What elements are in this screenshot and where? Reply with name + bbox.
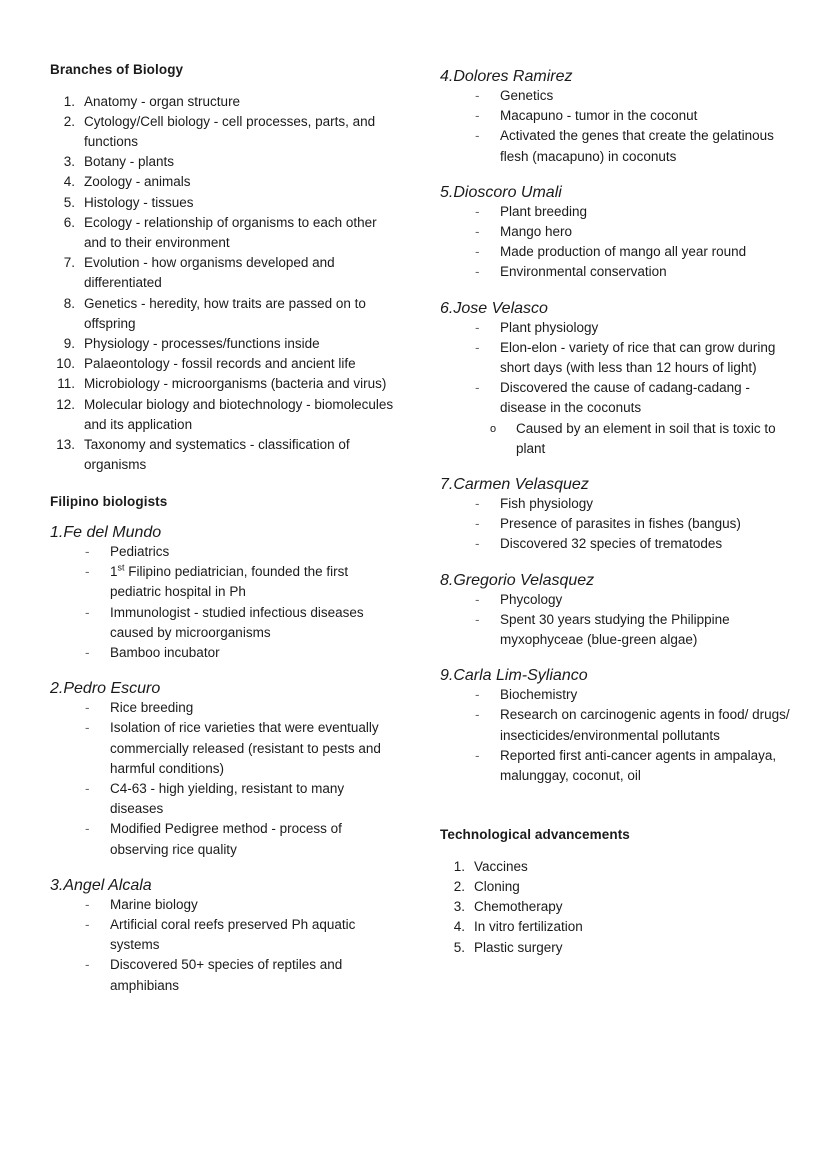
bullet-item-text: Marine biology — [110, 896, 198, 912]
biologist-entry — [440, 300, 790, 476]
bullet-item-text: Macapuno - tumor in the coconut — [500, 108, 698, 124]
list-item-text: Taxonomy and systematics - classification of organisms — [84, 437, 350, 473]
bullet-item — [475, 705, 790, 745]
biologist-facts-list — [440, 590, 790, 651]
biologist-number: 5. — [440, 183, 454, 201]
list-item — [50, 92, 395, 112]
filipino-biologists-list — [50, 524, 395, 1013]
sub-bullet-item-text: Caused by an element in soil that is toxic to plant — [516, 420, 776, 456]
biologist-facts-list — [440, 494, 790, 555]
biologist-name: Dioscoro Umali — [453, 183, 562, 201]
dash-bullet-icon: - — [85, 604, 90, 620]
bullet-item-text: Discovered the cause of cadang-cadang - disease in the coconuts — [500, 380, 750, 416]
biologist-facts-list — [50, 542, 395, 663]
dash-bullet-icon: - — [475, 224, 480, 240]
list-item-text: Palaeontology - fossil records and ancient life — [84, 356, 356, 372]
biologist-facts-list — [440, 86, 790, 167]
biologist-heading — [50, 877, 395, 895]
list-item-text: Genetics - heredity, how traits are passed on to offspring — [84, 295, 366, 331]
bullet-item-text: Genetics — [500, 88, 554, 103]
list-item-number: 11. — [57, 376, 75, 392]
bullet-item-text — [110, 562, 395, 602]
list-item — [50, 294, 395, 334]
biologist-sub-facts-list — [440, 419, 790, 459]
biologist-heading — [440, 667, 790, 685]
bullet-item-text: Reported first anti-cancer agents in ampalaya, malunggay, coconut, oil — [500, 747, 777, 784]
list-item-number: 5. — [453, 939, 465, 955]
list-item — [440, 857, 790, 877]
biologist-entry — [440, 68, 790, 184]
bullet-item — [85, 603, 395, 643]
biologist-heading — [440, 184, 790, 202]
list-item-number: 12. — [56, 396, 75, 412]
biologist-heading — [440, 476, 790, 494]
list-item-number: 3. — [63, 154, 75, 170]
spacer — [440, 786, 790, 803]
list-item — [50, 395, 395, 435]
bullet-item-text: Phycology — [500, 591, 563, 607]
dash-bullet-icon: - — [475, 128, 480, 144]
biologist-name: Dolores Ramirez — [453, 68, 573, 85]
list-item — [50, 213, 395, 253]
dash-bullet-icon: - — [475, 339, 480, 355]
biologist-number: 7. — [440, 476, 454, 494]
biologist-heading — [50, 680, 395, 698]
left-column — [50, 60, 395, 1013]
list-item — [50, 435, 395, 475]
bullet-item-text: Isolation of rice varieties that were eventually commercially released (resistant to pests and harmful conditions) — [110, 720, 381, 776]
bullet-item-text: Plant breeding — [500, 203, 588, 219]
dash-bullet-icon: - — [475, 536, 480, 552]
bullet-item-text: Made production of mango all year round — [500, 244, 747, 260]
bullet-item — [85, 542, 395, 562]
dash-bullet-icon: - — [85, 781, 90, 797]
dash-bullet-icon: - — [85, 720, 90, 736]
spacer — [440, 459, 790, 476]
dash-bullet-icon: - — [85, 645, 90, 660]
bullet-item — [85, 955, 395, 995]
bullet-item-text: Elon-elon - variety of rice that can grow during short days (with less than 12 hours of light) — [500, 339, 776, 376]
sub-bullet-item — [490, 419, 790, 459]
list-item-number: 2. — [453, 879, 465, 895]
list-item-text: Evolution - how organisms developed and differentiated — [84, 255, 335, 291]
bullet-item — [475, 86, 790, 106]
dash-bullet-icon: - — [85, 564, 90, 580]
list-item-number: 5. — [63, 194, 75, 210]
biologist-number: 4. — [440, 68, 454, 85]
bullet-item-text: Bamboo incubator — [110, 645, 220, 660]
spacer — [440, 283, 790, 300]
dash-bullet-icon: - — [475, 319, 480, 335]
biologist-name: Carmen Velasquez — [453, 476, 589, 494]
spacer — [440, 167, 790, 184]
biologist-name: Fe del Mundo — [63, 523, 162, 541]
list-item-text: Ecology - relationship of organisms to each other and to their environment — [84, 214, 377, 250]
list-item-text: Cloning — [474, 879, 520, 895]
list-item-text: Cytology/Cell biology - cell processes, parts, and functions — [84, 113, 376, 149]
biologist-heading — [50, 524, 395, 542]
list-item-text: Botany - plants — [84, 154, 175, 170]
dash-bullet-icon: - — [85, 917, 90, 933]
bullet-item-text: Modified Pedigree method - process of observing rice quality — [110, 821, 342, 857]
list-item-text: Vaccines — [474, 858, 528, 874]
biologist-entry — [50, 680, 395, 877]
dash-bullet-icon: - — [475, 611, 480, 627]
spacer — [50, 475, 395, 492]
biologist-number: 8. — [440, 571, 454, 589]
dash-bullet-icon: - — [475, 591, 480, 607]
filipino-biologists-list-continued — [440, 68, 790, 803]
bullet-item — [475, 222, 790, 242]
bullet-item — [475, 378, 790, 418]
list-item — [440, 917, 790, 937]
dash-bullet-icon: - — [85, 821, 90, 837]
biologist-facts-list — [50, 698, 395, 860]
spacer — [50, 663, 395, 680]
dash-bullet-icon: - — [475, 380, 480, 396]
bullet-item-text: Artificial coral reefs preserved Ph aquatic systems — [110, 917, 356, 953]
list-item — [440, 877, 790, 897]
list-item-text: In vitro fertilization — [474, 919, 583, 935]
list-item-number: 13. — [56, 437, 75, 453]
bullet-item — [85, 562, 395, 602]
list-item — [440, 938, 790, 958]
bullet-item-text: Immunologist - studied infectious diseases caused by microorganisms — [110, 604, 364, 640]
biologist-entry — [440, 667, 790, 803]
biologist-name: Pedro Escuro — [63, 680, 161, 698]
biologist-number: 6. — [440, 299, 454, 317]
dash-bullet-icon: - — [475, 203, 480, 219]
dash-bullet-icon: - — [475, 108, 480, 124]
dash-bullet-icon: - — [475, 707, 480, 723]
dash-bullet-icon: - — [85, 700, 90, 716]
list-item-number: 8. — [63, 295, 75, 311]
bullet-item-text: Biochemistry — [500, 687, 578, 703]
list-item — [50, 374, 395, 394]
spacer — [440, 555, 790, 572]
bullet-item — [85, 915, 395, 955]
list-item-text: Molecular biology and biotechnology - biomolecules and its application — [84, 396, 394, 432]
bullet-item — [475, 202, 790, 222]
list-item-text: Histology - tissues — [84, 194, 194, 210]
biologist-facts-list — [440, 318, 790, 419]
bullet-item — [475, 126, 790, 166]
biologist-number: 1. — [50, 523, 64, 541]
bullet-item — [475, 494, 790, 514]
spacer — [440, 845, 790, 857]
dash-bullet-icon: - — [475, 496, 480, 512]
list-item — [50, 172, 395, 192]
bullet-item — [475, 514, 790, 534]
bullet-item — [475, 590, 790, 610]
heading-filipino-biologists: Filipino biologists — [50, 494, 168, 510]
bullet-item — [475, 106, 790, 126]
bullet-item — [475, 242, 790, 262]
branches-of-biology-list — [50, 92, 395, 476]
biologist-facts-list — [50, 895, 395, 996]
list-item-number: 9. — [63, 336, 75, 351]
spacer — [50, 512, 395, 524]
bullet-item — [85, 779, 395, 819]
list-item — [50, 193, 395, 213]
dash-bullet-icon: - — [85, 543, 90, 559]
biologist-name: Angel Alcala — [63, 876, 152, 894]
dash-bullet-icon: - — [475, 747, 480, 763]
spacer — [50, 80, 395, 92]
bullet-item — [85, 819, 395, 859]
heading-branches-of-biology: Branches of Biology — [50, 62, 184, 77]
bullet-item — [85, 718, 395, 779]
biologist-entry — [50, 524, 395, 680]
list-item-text: Zoology - animals — [84, 174, 191, 190]
bullet-item-rest: Filipino pediatrician, founded the first pediatric hospital in Ph — [110, 564, 349, 600]
dash-bullet-icon: - — [475, 88, 480, 103]
bullet-item — [475, 338, 790, 378]
list-item-number: 10. — [56, 356, 75, 372]
bullet-item-text: Rice breeding — [110, 700, 194, 716]
spacer — [440, 803, 790, 825]
biologist-name: Carla Lim-Sylianco — [453, 667, 588, 685]
dash-bullet-icon: - — [85, 957, 90, 973]
bullet-item-text: C4-63 - high yielding, resistant to many diseases — [110, 781, 345, 817]
biologist-facts-list — [440, 685, 790, 786]
list-item — [50, 112, 395, 152]
list-item-number: 2. — [63, 113, 75, 129]
dash-bullet-icon: - — [475, 244, 480, 260]
bullet-item — [85, 895, 395, 915]
biologist-heading — [440, 68, 790, 86]
biologist-name: Jose Velasco — [453, 299, 548, 317]
dash-bullet-icon: - — [475, 516, 480, 532]
biologist-number: 3. — [50, 876, 64, 894]
spacer — [440, 650, 790, 667]
dash-bullet-icon: - — [475, 687, 480, 703]
bullet-item-text: Mango hero — [500, 224, 573, 240]
list-item — [50, 152, 395, 172]
list-item-number: 4. — [63, 174, 75, 190]
list-item-text: Chemotherapy — [474, 899, 563, 915]
list-item — [50, 354, 395, 374]
list-item — [50, 334, 395, 354]
bullet-item-text: Discovered 32 species of trematodes — [500, 536, 723, 552]
bullet-item-text: Activated the genes that create the gelatinous flesh (macapuno) in coconuts — [500, 128, 774, 164]
ordinal-number: 1 — [110, 564, 118, 580]
right-column — [440, 68, 790, 958]
biologist-number: 9. — [440, 667, 454, 685]
bullet-item — [475, 610, 790, 650]
spacer — [50, 996, 395, 1013]
circle-bullet-icon: o — [490, 422, 497, 435]
biologist-entry — [440, 476, 790, 572]
dash-bullet-icon: - — [475, 264, 480, 280]
list-item-number: 1. — [453, 858, 465, 874]
bullet-item-text: Discovered 50+ species of reptiles and amphibians — [110, 957, 343, 993]
biologist-name: Gregorio Velasquez — [453, 571, 595, 589]
list-item-number: 1. — [63, 93, 75, 109]
list-item-text: Plastic surgery — [474, 939, 563, 955]
biologist-entry — [50, 877, 395, 1013]
bullet-item-text: Plant physiology — [500, 319, 599, 335]
technological-advancements-list — [440, 857, 790, 958]
biologist-entry — [440, 572, 790, 668]
biologist-heading — [440, 300, 790, 318]
dash-bullet-icon: - — [85, 896, 90, 912]
list-item-number: 6. — [63, 214, 75, 230]
ordinal-suffix: st — [117, 562, 125, 573]
bullet-item — [475, 685, 790, 705]
list-item-text: Anatomy - organ structure — [84, 93, 241, 109]
biologist-heading — [440, 572, 790, 590]
bullet-item — [85, 643, 395, 663]
bullet-item — [475, 262, 790, 282]
list-item-text: Microbiology - microorganisms (bacteria and virus) — [84, 376, 387, 392]
bullet-item-text: Pediatrics — [110, 543, 170, 559]
bullet-item — [475, 746, 790, 786]
bullet-item — [475, 318, 790, 338]
list-item — [440, 897, 790, 917]
biologist-entry — [440, 184, 790, 300]
spacer — [50, 860, 395, 877]
bullet-item-text: Spent 30 years studying the Philippine myxophyceae (blue-green algae) — [500, 611, 730, 648]
list-item — [50, 253, 395, 293]
biologist-number: 2. — [50, 680, 64, 698]
list-item-text: Physiology - processes/functions inside — [84, 336, 320, 351]
bullet-item — [85, 698, 395, 718]
list-item-number: 4. — [453, 919, 465, 935]
bullet-item-text: Research on carcinogenic agents in food/ drugs/ insecticides/environmental pollutants — [500, 707, 790, 743]
list-item-number: 3. — [453, 899, 465, 915]
bullet-item-text: Presence of parasites in fishes (bangus) — [500, 516, 741, 532]
biologist-facts-list — [440, 202, 790, 283]
list-item-number: 7. — [63, 255, 75, 271]
bullet-item-text: Environmental conservation — [500, 264, 667, 280]
heading-technological-advancements: Technological advancements — [440, 827, 630, 843]
bullet-item — [475, 534, 790, 554]
bullet-item-text: Fish physiology — [500, 496, 594, 512]
